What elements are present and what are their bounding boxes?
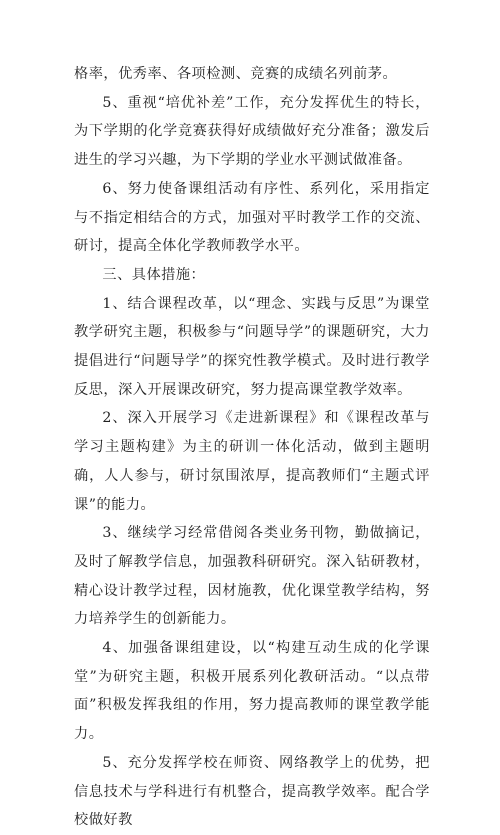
paragraph-continued: 格率，优秀率、各项检测、竞赛的成绩名列前茅。: [74, 66, 398, 82]
document-page: [74, 60, 430, 835]
paragraph-measure-2: 2、深入开展学习《走进新课程》和《课程改革与学习主题构建》为主的研训一体化活动，做到主题明确，人人参与，研讨氛围浓厚，提高教师们“主题式评课”的能力。: [74, 410, 430, 513]
paragraph-measure-3: 3、继续学习经常借阅各类业务刊物，勤做摘记，及时了解教学信息，加强教科研研究。深入钻研教材，精心设计教学过程，因材施教，优化课堂教学结构，努力培养学生的创新能力。: [74, 525, 430, 628]
section-heading-measures: 三、具体措施：: [102, 266, 206, 283]
paragraph-item-5-cultivate-excellent: 5、重视“培优补差”工作，充分发挥优生的特长，为下学期的化学竞赛获得好成绩做好充分准备；激发后进生的学习兴趣，为下学期的学业水平测试做准备。: [74, 94, 430, 169]
paragraph-measure-1: 1、结合课程改革，以“理念、实践与反思”为课堂教学研究主题，积极参与“问题导学”的课题研究，大力提倡进行“问题导学”的探究性教学模式。及时进行教学反思，深入开展课改研究，努力提高课堂教学效率。: [74, 295, 430, 398]
paragraph-item-6-lesson-prep-group: 6、努力使备课组活动有序性、系列化，采用指定与不指定相结合的方式，加强对平时教学工作的交流、研讨，提高全体化学教师教学水平。: [74, 180, 430, 255]
paragraph-measure-5: 5、充分发挥学校在师资、网络教学上的优势，把信息技术与学科进行有机整合，提高教学效率。配合学校做好教: [74, 754, 430, 829]
paragraph-measure-4: 4、加强备课组建设，以“构建互动生成的化学课堂”为研究主题，积极开展系列化教研活动。“以点带面”积极发挥我组的作用，努力提高教师的课堂教学能力。: [74, 640, 430, 743]
